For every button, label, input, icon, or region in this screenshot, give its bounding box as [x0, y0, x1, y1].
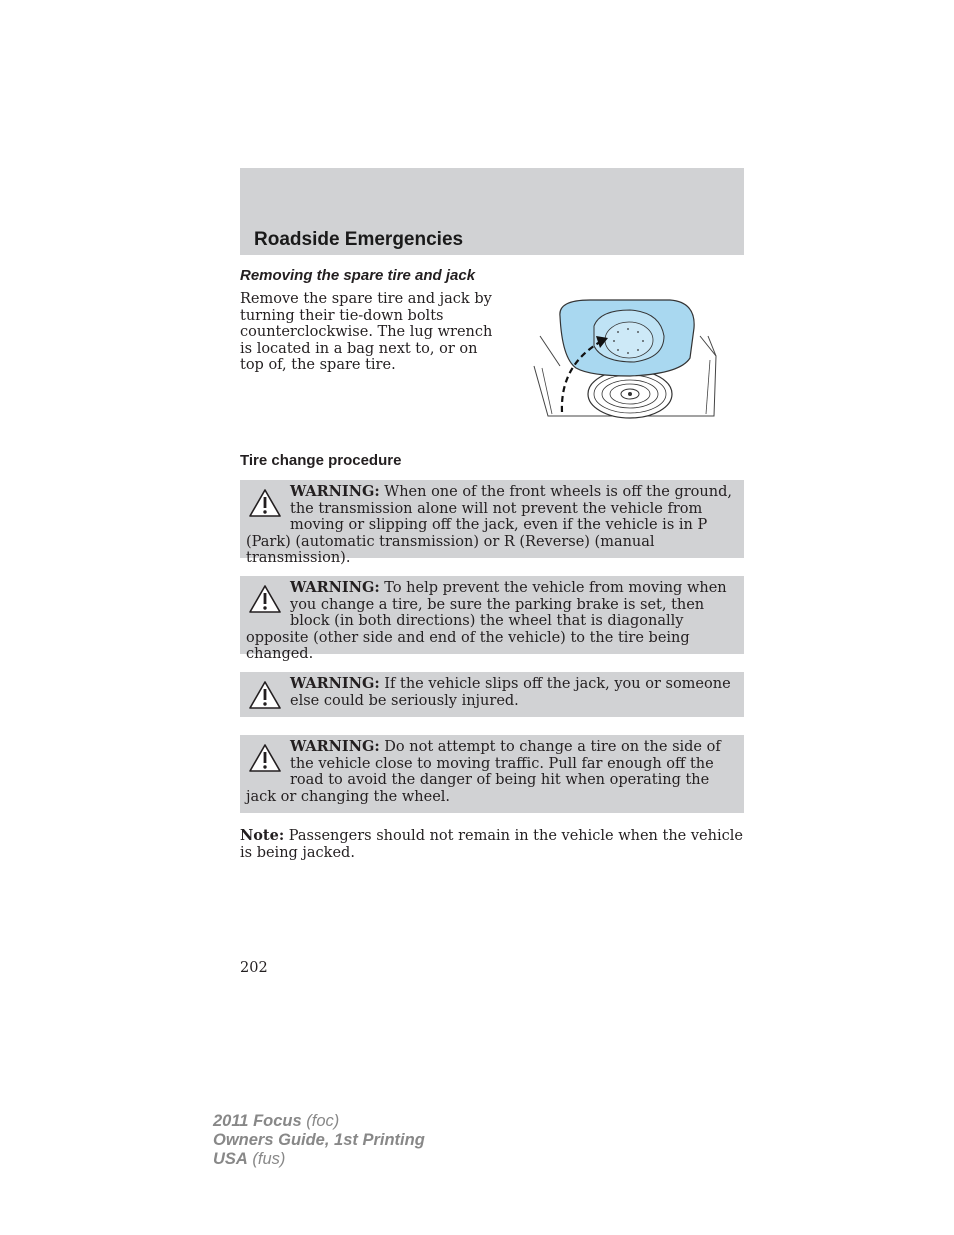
footer-line-1: 2011 Focus (foc)	[213, 1112, 340, 1130]
page-number: 202	[240, 960, 268, 976]
warning-box-3	[240, 672, 744, 717]
footer-line-3: USA (fus)	[213, 1150, 286, 1168]
footer-edition-info	[213, 1112, 425, 1169]
subheading-tire-change: Tire change procedure	[240, 452, 402, 469]
warning-box-1	[240, 480, 744, 566]
footer-line-2: Owners Guide, 1st Printing	[213, 1131, 425, 1149]
warning-label: WARNING:	[290, 675, 380, 692]
warning-triangle-icon	[248, 743, 282, 773]
warning-label: WARNING:	[290, 738, 380, 755]
spare-tire-illustration	[530, 296, 720, 422]
warning-text: If the vehicle slips off the jack, you or someone else could be seriously injured.	[290, 676, 731, 709]
warning-label: WARNING:	[290, 483, 380, 500]
intro-paragraph: Remove the spare tire and jack by turning their tie-down bolts counterclockwise. The lug wrench is located in a bag next to, or on top of, the spare tire.	[240, 291, 493, 373]
warning-triangle-icon	[248, 488, 282, 518]
warning-box-2	[240, 576, 744, 662]
warning-text: Do not attempt to change a tire on the side of the vehicle close to moving traffic. Pull far enough off the road to avoid the danger of being hit when operating the jack or changing the wheel.	[246, 739, 721, 805]
warning-triangle-icon	[248, 680, 282, 710]
section-header-bar	[240, 168, 744, 255]
note-label: Note:	[240, 827, 285, 844]
warning-text: To help prevent the vehicle from moving when you change a tire, be sure the parking brake is set, then block (in both directions) the wheel that is diagonally opposite (other side and end of the vehicle) to the tire being changed.	[246, 580, 727, 662]
note-paragraph	[240, 827, 744, 862]
warning-text: When one of the front wheels is off the ground, the transmission alone will not prevent the vehicle from moving or slipping off the jack, even if the vehicle is in P (Park) (automatic transmission) or R (Reverse) (manual transmission).	[246, 484, 732, 566]
section-title: Roadside Emergencies	[254, 229, 464, 250]
subheading-removing-spare: Removing the spare tire and jack	[240, 267, 476, 284]
warning-triangle-icon	[248, 584, 282, 614]
warning-box-4	[240, 735, 744, 813]
warning-label: WARNING:	[290, 579, 380, 596]
note-text: Passengers should not remain in the vehicle when the vehicle is being jacked.	[240, 828, 743, 861]
